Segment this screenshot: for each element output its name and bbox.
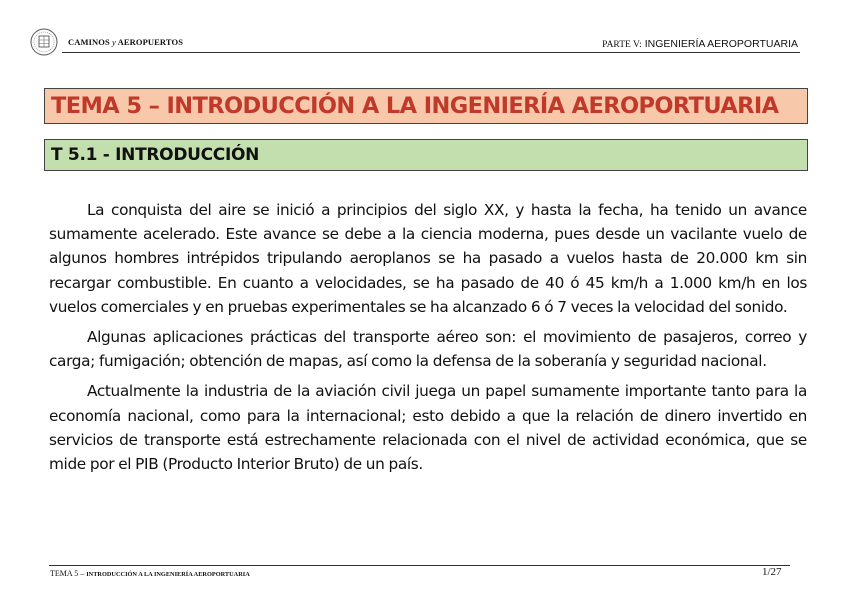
page-number: 1/27 <box>762 566 782 578</box>
section-title-box <box>44 139 808 171</box>
section-title: T 5.1 - INTRODUCCIÓN <box>51 145 260 165</box>
body-text <box>49 198 807 482</box>
header-subject: CAMINOS y AEROPUERTOS <box>68 37 184 47</box>
footer-divider <box>49 565 790 566</box>
chapter-title-box <box>44 88 808 124</box>
paragraph: La conquista del aire se inició a principios del siglo XX, y hasta la fecha, ha tenido un avance sumamente acelerado. Este avance se debe a la ciencia moderna, pues desde un vacilante vuelo de algunos hombres intrépidos tripulando aeroplanos se ha pasado a vuelos hasta de 20.000 km sin recargar combustible. En cuanto a velocidades, se ha pasado de 40 ó 45 km/h a 1.000 km/h en los vuelos comerciales y en pruebas experimentales se ha alcanzado 6 ó 7 veces la velocidad del sonido. <box>49 201 807 316</box>
footer-chapter: TEMA 5 – INTRODUCCIÓN A LA INGENIERÍA AEROPORTUARIA <box>50 569 250 578</box>
university-seal-icon <box>30 28 58 56</box>
page-header-right <box>602 38 798 50</box>
header-divider <box>62 52 800 53</box>
paragraph: Actualmente la industria de la aviación civil juega un papel sumamente importante tanto para la economía nacional, como para la internacional; esto debido a que la relación de dinero invertido en servicios de transporte está estrechamente relacionada con el nivel de actividad económica, que se mide por el PIB (Producto Interior Bruto) de un país. <box>49 382 807 474</box>
header-part-title: INGENIERÍA AEROPORTUARIA <box>644 38 798 50</box>
chapter-title: TEMA 5 – INTRODUCCIÓN A LA INGENIERÍA AEROPORTUARIA <box>51 93 779 119</box>
header-part: PARTE V: <box>602 40 642 50</box>
paragraph: Algunas aplicaciones prácticas del transporte aéreo son: el movimiento de pasajeros, correo y carga; fumigación; obtención de mapas, así como la defensa de la soberanía y seguridad nacional. <box>49 328 807 371</box>
